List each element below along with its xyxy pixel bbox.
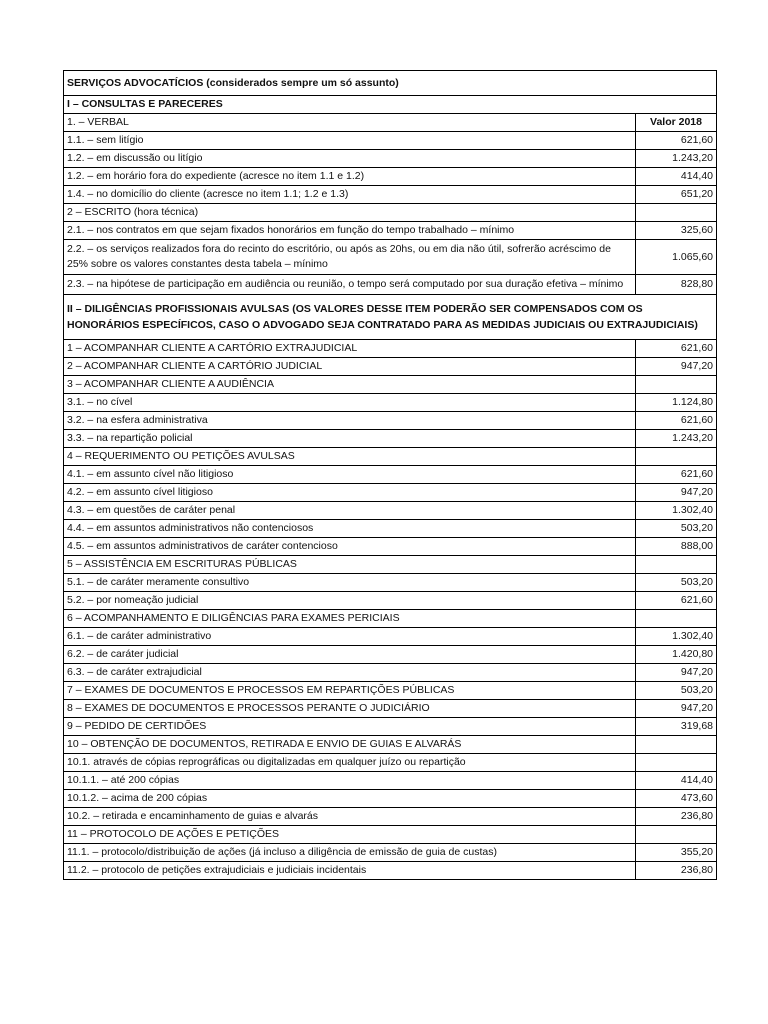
item-value: 414,40 <box>636 772 717 790</box>
item-value <box>636 556 717 574</box>
table-row <box>64 592 717 610</box>
table-row <box>64 772 717 790</box>
item-value: 621,60 <box>636 340 717 358</box>
item-value: 947,20 <box>636 700 717 718</box>
item-value: 828,80 <box>636 275 717 295</box>
item-description: 4 – REQUERIMENTO OU PETIÇÕES AVULSAS <box>64 448 636 466</box>
table-row <box>64 430 717 448</box>
item-value: 503,20 <box>636 574 717 592</box>
item-description: 4.3. – em questões de caráter penal <box>64 502 636 520</box>
table-row <box>64 275 717 295</box>
item-description: 5.1. – de caráter meramente consultivo <box>64 574 636 592</box>
table-row <box>64 700 717 718</box>
table-row <box>64 358 717 376</box>
item-description: 4.1. – em assunto cível não litigioso <box>64 466 636 484</box>
table-row <box>64 826 717 844</box>
table-row <box>64 718 717 736</box>
fee-table <box>63 70 717 880</box>
item-description: 6 – ACOMPANHAMENTO E DILIGÊNCIAS PARA EXAMES PERICIAIS <box>64 610 636 628</box>
item-value <box>636 754 717 772</box>
verbal-label: 1. – VERBAL <box>64 114 636 132</box>
item-description: 2.3. – na hipótese de participação em audiência ou reunião, o tempo será computado por sua duração efetiva – mínimo <box>64 275 636 295</box>
item-description: 1.1. – sem litígio <box>64 132 636 150</box>
table-row <box>64 340 717 358</box>
item-description: 5 – ASSISTÊNCIA EM ESCRITURAS PÚBLICAS <box>64 556 636 574</box>
item-description: 3.1. – no cível <box>64 394 636 412</box>
item-description: 3.3. – na repartição policial <box>64 430 636 448</box>
table-row <box>64 844 717 862</box>
section-header-diligencias: II – DILIGÊNCIAS PROFISSIONAIS AVULSAS (OS VALORES DESSE ITEM PODERÃO SER COMPENSADOS COM OS HONORÁRIOS ESPECÍFICOS, CASO O ADVOGADO SEJA CONTRATADO PARA AS MEDIDAS JUDICIAIS OU EXTRAJUDICIAIS) <box>64 295 717 340</box>
item-description: 2 – ESCRITO (hora técnica) <box>64 204 636 222</box>
item-value: 1.243,20 <box>636 430 717 448</box>
table-row <box>64 222 717 240</box>
value-column-header: Valor 2018 <box>636 114 717 132</box>
item-description: 4.5. – em assuntos administrativos de caráter contencioso <box>64 538 636 556</box>
item-value: 503,20 <box>636 520 717 538</box>
item-value: 236,80 <box>636 862 717 880</box>
item-description: 11.2. – protocolo de petições extrajudiciais e judiciais incidentais <box>64 862 636 880</box>
table-row <box>64 394 717 412</box>
table-row <box>64 484 717 502</box>
item-value: 1.124,80 <box>636 394 717 412</box>
table-row <box>64 754 717 772</box>
table-row <box>64 808 717 826</box>
item-value: 414,40 <box>636 168 717 186</box>
table-row <box>64 186 717 204</box>
item-value: 319,68 <box>636 718 717 736</box>
section-header-consultas: I – CONSULTAS E PARECERES <box>64 96 717 114</box>
verbal-row <box>64 114 717 132</box>
item-value: 1.302,40 <box>636 628 717 646</box>
table-row <box>64 682 717 700</box>
item-description: 2.1. – nos contratos em que sejam fixados honorários em função do tempo trabalhado – mínimo <box>64 222 636 240</box>
table-row <box>64 862 717 880</box>
item-description: 5.2. – por nomeação judicial <box>64 592 636 610</box>
item-description: 10.2. – retirada e encaminhamento de guias e alvarás <box>64 808 636 826</box>
table-row <box>64 168 717 186</box>
item-value <box>636 204 717 222</box>
table-row <box>64 466 717 484</box>
item-description: 10.1.2. – acima de 200 cópias <box>64 790 636 808</box>
table-row <box>64 520 717 538</box>
table-title-row <box>64 71 717 96</box>
table-row <box>64 412 717 430</box>
item-value: 947,20 <box>636 484 717 502</box>
table-row <box>64 204 717 222</box>
item-description: 6.2. – de caráter judicial <box>64 646 636 664</box>
item-description: 10.1.1. – até 200 cópias <box>64 772 636 790</box>
item-description: 1.2. – em horário fora do expediente (acresce no item 1.1 e 1.2) <box>64 168 636 186</box>
item-value: 651,20 <box>636 186 717 204</box>
item-description: 1 – ACOMPANHAR CLIENTE A CARTÓRIO EXTRAJUDICIAL <box>64 340 636 358</box>
section-header-row <box>64 295 717 340</box>
item-value: 621,60 <box>636 132 717 150</box>
item-description: 11 – PROTOCOLO DE AÇÕES E PETIÇÕES <box>64 826 636 844</box>
item-description: 4.2. – em assunto cível litigioso <box>64 484 636 502</box>
item-value: 888,00 <box>636 538 717 556</box>
item-description: 3.2. – na esfera administrativa <box>64 412 636 430</box>
table-row <box>64 628 717 646</box>
table-row <box>64 150 717 168</box>
item-value: 325,60 <box>636 222 717 240</box>
item-value <box>636 826 717 844</box>
item-value: 621,60 <box>636 592 717 610</box>
item-description: 2.2. – os serviços realizados fora do recinto do escritório, ou após as 20hs, ou em dia não útil, sofrerão acréscimo de 25% sobre os valores constantes desta tabela – mínimo <box>64 240 636 275</box>
item-value: 947,20 <box>636 358 717 376</box>
item-description: 10 – OBTENÇÃO DE DOCUMENTOS, RETIRADA E ENVIO DE GUIAS E ALVARÁS <box>64 736 636 754</box>
item-value: 503,20 <box>636 682 717 700</box>
item-value: 236,80 <box>636 808 717 826</box>
table-row <box>64 240 717 275</box>
item-value: 473,60 <box>636 790 717 808</box>
item-description: 6.1. – de caráter administrativo <box>64 628 636 646</box>
item-value: 1.243,20 <box>636 150 717 168</box>
table-row <box>64 538 717 556</box>
table-row <box>64 664 717 682</box>
item-description: 2 – ACOMPANHAR CLIENTE A CARTÓRIO JUDICIAL <box>64 358 636 376</box>
item-value: 1.302,40 <box>636 502 717 520</box>
item-description: 3 – ACOMPANHAR CLIENTE A AUDIÊNCIA <box>64 376 636 394</box>
item-value: 621,60 <box>636 466 717 484</box>
table-row <box>64 790 717 808</box>
item-value: 1.420,80 <box>636 646 717 664</box>
item-value: 355,20 <box>636 844 717 862</box>
item-value <box>636 610 717 628</box>
item-description: 7 – EXAMES DE DOCUMENTOS E PROCESSOS EM REPARTIÇÕES PÚBLICAS <box>64 682 636 700</box>
item-description: 9 – PEDIDO DE CERTIDÕES <box>64 718 636 736</box>
item-description: 1.4. – no domicílio do cliente (acresce no item 1.1; 1.2 e 1.3) <box>64 186 636 204</box>
item-description: 8 – EXAMES DE DOCUMENTOS E PROCESSOS PERANTE O JUDICIÁRIO <box>64 700 636 718</box>
item-value <box>636 376 717 394</box>
table-row <box>64 736 717 754</box>
item-description: 4.4. – em assuntos administrativos não contenciosos <box>64 520 636 538</box>
item-description: 1.2. – em discussão ou litígio <box>64 150 636 168</box>
item-value <box>636 736 717 754</box>
table-row <box>64 610 717 628</box>
item-value <box>636 448 717 466</box>
table-row <box>64 646 717 664</box>
item-value: 947,20 <box>636 664 717 682</box>
table-row <box>64 448 717 466</box>
item-description: 11.1. – protocolo/distribuição de ações (já incluso a diligência de emissão de guia de custas) <box>64 844 636 862</box>
section-header-row <box>64 96 717 114</box>
item-description: 10.1. através de cópias reprográficas ou digitalizadas em qualquer juízo ou repartição <box>64 754 636 772</box>
table-row <box>64 574 717 592</box>
table-row <box>64 132 717 150</box>
item-description: 6.3. – de caráter extrajudicial <box>64 664 636 682</box>
item-value: 621,60 <box>636 412 717 430</box>
table-title: SERVIÇOS ADVOCATÍCIOS (considerados sempre um só assunto) <box>64 71 717 96</box>
item-value: 1.065,60 <box>636 240 717 275</box>
table-row <box>64 502 717 520</box>
table-row <box>64 556 717 574</box>
table-row <box>64 376 717 394</box>
